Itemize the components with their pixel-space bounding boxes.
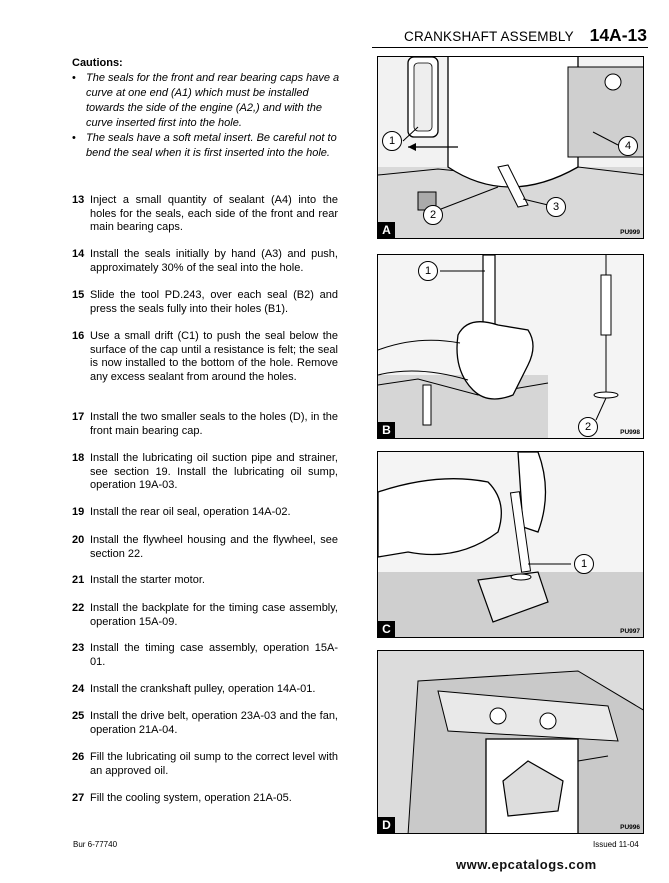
figure-d-illustration	[378, 651, 644, 834]
step-text: Install the seals initially by hand (A3) and push, approximately 30% of the seal into the hole.	[90, 248, 338, 274]
step-text: Install the drive belt, operation 23A-03 and the fan, operation 21A-04.	[90, 710, 338, 736]
step-text: Fill the cooling system, operation 21A-05.	[90, 792, 292, 804]
figure-letter: B	[378, 422, 395, 438]
figure-letter: D	[378, 817, 395, 833]
figure-code: PU996	[620, 824, 640, 831]
step-15	[72, 289, 338, 316]
callout: 1	[382, 131, 402, 151]
callout: 2	[423, 205, 443, 225]
figure-c	[377, 451, 644, 638]
step-text: Install the timing case assembly, operation 15A-01.	[90, 642, 338, 668]
step-text: Fill the lubricating oil sump to the correct level with an approved oil.	[90, 751, 338, 777]
step-text: Install the flywheel housing and the flywheel, see section 22.	[90, 534, 338, 560]
step-number: 13	[72, 194, 85, 206]
step-24	[72, 683, 338, 697]
caution-item	[72, 71, 342, 131]
figure-code: PU997	[620, 628, 640, 635]
figure-d	[377, 650, 644, 834]
figure-letter: C	[378, 621, 395, 637]
step-number: 18	[72, 452, 85, 464]
step-number: 21	[72, 574, 85, 586]
header-rule	[372, 47, 648, 48]
figure-a	[377, 56, 644, 239]
step-number: 15	[72, 289, 85, 301]
step-text: Install the crankshaft pulley, operation 14A-01.	[90, 683, 316, 695]
step-number: 17	[72, 411, 85, 423]
step-text: Install the two smaller seals to the holes (D), in the front main bearing cap.	[90, 411, 338, 437]
step-text: Use a small drift (C1) to push the seal below the surface of the cap until a resistance is felt; the seal is now installed to the bottom of the hole. Remove any excess sealant from around the holes.	[90, 330, 338, 383]
step-number: 14	[72, 248, 85, 260]
step-number: 20	[72, 534, 85, 546]
caution-item	[72, 131, 342, 161]
figure-c-illustration	[378, 452, 644, 638]
step-27	[72, 792, 338, 806]
caution-text: The seals for the front and rear bearing caps have a curve at one end (A1) which must be installed towards the side of the engine (A2,) and with the curve inserted first into the hole.	[86, 72, 340, 129]
step-text: Install the lubricating oil suction pipe and strainer, see section 19. Install the lubricating oil sump, operation 19A-03.	[90, 452, 338, 491]
step-13	[72, 194, 338, 235]
caution-text: The seals have a soft metal insert. Be careful not to bend the seal when it is first inserted into the hole.	[86, 132, 337, 159]
step-number: 19	[72, 506, 85, 518]
step-number: 22	[72, 602, 85, 614]
step-25	[72, 710, 338, 737]
step-number: 27	[72, 792, 85, 804]
page-header	[402, 24, 647, 48]
step-20	[72, 534, 338, 561]
step-text: Install the rear oil seal, operation 14A-02.	[90, 506, 291, 518]
cautions-block	[72, 56, 342, 161]
step-text: Slide the tool PD.243, over each seal (B2) and press the seals fully into their holes (B1).	[90, 289, 338, 315]
figure-b-illustration	[378, 255, 644, 439]
step-text: Install the starter motor.	[90, 574, 205, 586]
figure-letter: A	[378, 222, 395, 238]
callout: 2	[578, 417, 598, 437]
step-18	[72, 452, 338, 493]
step-number: 25	[72, 710, 85, 722]
step-19	[72, 506, 338, 520]
step-number: 24	[72, 683, 85, 695]
step-17	[72, 411, 338, 438]
step-23	[72, 642, 338, 669]
cautions-title: Cautions:	[72, 57, 123, 69]
figure-b	[377, 254, 644, 439]
step-number: 23	[72, 642, 85, 654]
step-14	[72, 248, 338, 275]
figure-code: PU998	[620, 429, 640, 436]
step-22	[72, 602, 338, 629]
figure-a-illustration	[378, 57, 644, 239]
bullet-icon: •	[72, 132, 76, 144]
step-text: Inject a small quantity of sealant (A4) into the holes for the seals, each side of the front and rear main bearing caps.	[90, 194, 338, 233]
callout: 1	[418, 261, 438, 281]
watermark-url: www.epcatalogs.com	[456, 857, 597, 872]
callout: 4	[618, 136, 638, 156]
step-26	[72, 751, 338, 778]
step-16	[72, 330, 338, 384]
step-text: Install the backplate for the timing case assembly, operation 15A-09.	[90, 602, 338, 628]
bullet-icon: •	[72, 72, 76, 84]
callout: 3	[546, 197, 566, 217]
header-section-number: 14A-13	[589, 25, 647, 45]
step-number: 26	[72, 751, 85, 763]
header-title: CRANKSHAFT ASSEMBLY	[404, 29, 574, 44]
footer-doc-number: Bur 6-77740	[73, 840, 118, 849]
figure-code: PU999	[620, 229, 640, 236]
step-21	[72, 574, 338, 588]
step-number: 16	[72, 330, 85, 342]
callout: 1	[574, 554, 594, 574]
footer-issue-date: Issued 11-04	[593, 840, 639, 849]
